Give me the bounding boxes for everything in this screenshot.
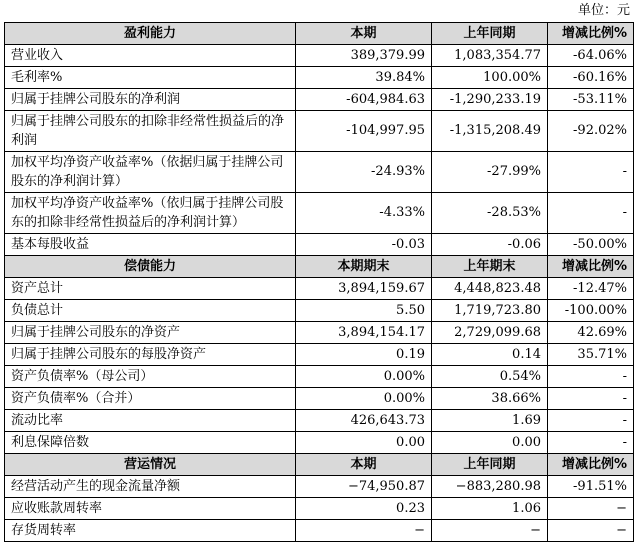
change-ratio: − bbox=[548, 520, 634, 542]
table-row bbox=[5, 278, 634, 300]
current-value: -104,997.95 bbox=[296, 111, 432, 152]
section-header-solvency bbox=[5, 256, 634, 278]
change-ratio: -91.51% bbox=[548, 476, 634, 498]
prior-value: −883,280.98 bbox=[432, 476, 548, 498]
prior-value: 0.54% bbox=[432, 366, 548, 388]
prior-value: -0.06 bbox=[432, 234, 548, 256]
header-cell: 增减比例% bbox=[548, 23, 634, 45]
table-row bbox=[5, 388, 634, 410]
current-value: 0.19 bbox=[296, 344, 432, 366]
current-value: 0.00% bbox=[296, 366, 432, 388]
header-cell: 偿债能力 bbox=[5, 256, 296, 278]
table-row bbox=[5, 193, 634, 234]
current-value: 0.23 bbox=[296, 498, 432, 520]
row-label: 经营活动产生的现金流量净额 bbox=[5, 476, 296, 498]
header-cell: 本期 bbox=[296, 23, 432, 45]
table-row bbox=[5, 89, 634, 111]
row-label: 毛利率% bbox=[5, 67, 296, 89]
section-header-profitability bbox=[5, 23, 634, 45]
table-row bbox=[5, 322, 634, 344]
prior-value: 0.00 bbox=[432, 432, 548, 454]
change-ratio: -50.00% bbox=[548, 234, 634, 256]
change-ratio: -100.00% bbox=[548, 300, 634, 322]
prior-value: 100.00% bbox=[432, 67, 548, 89]
table-row bbox=[5, 344, 634, 366]
row-label: 利息保障倍数 bbox=[5, 432, 296, 454]
table-row bbox=[5, 498, 634, 520]
current-value: 5.50 bbox=[296, 300, 432, 322]
header-cell: 上年期末 bbox=[432, 256, 548, 278]
row-label: 营业收入 bbox=[5, 45, 296, 67]
section-header-operations bbox=[5, 454, 634, 476]
row-label: 加权平均净资产收益率%（依据归属于挂牌公司股东的净利润计算） bbox=[5, 152, 296, 193]
row-label: 归属于挂牌公司股东的净资产 bbox=[5, 322, 296, 344]
change-ratio: -92.02% bbox=[548, 111, 634, 152]
row-label: 应收账款周转率 bbox=[5, 498, 296, 520]
row-label: 资产总计 bbox=[5, 278, 296, 300]
table-row bbox=[5, 520, 634, 542]
table-row bbox=[5, 67, 634, 89]
change-ratio: 35.71% bbox=[548, 344, 634, 366]
change-ratio: -12.47% bbox=[548, 278, 634, 300]
prior-value: -1,290,233.19 bbox=[432, 89, 548, 111]
table-row bbox=[5, 111, 634, 152]
prior-value: 0.14 bbox=[432, 344, 548, 366]
row-label: 资产负债率%（母公司） bbox=[5, 366, 296, 388]
prior-value: -27.99% bbox=[432, 152, 548, 193]
prior-value: -28.53% bbox=[432, 193, 548, 234]
current-value: 3,894,159.67 bbox=[296, 278, 432, 300]
prior-value: 4,448,823.48 bbox=[432, 278, 548, 300]
table-row bbox=[5, 234, 634, 256]
change-ratio: - bbox=[548, 193, 634, 234]
prior-value: 2,729,099.68 bbox=[432, 322, 548, 344]
prior-value: 38.66% bbox=[432, 388, 548, 410]
row-label: 流动比率 bbox=[5, 410, 296, 432]
prior-value: 1.69 bbox=[432, 410, 548, 432]
change-ratio: -53.11% bbox=[548, 89, 634, 111]
row-label: 加权平均净资产收益率%（依归属于挂牌公司股东的扣除非经常性损益后的净利润计算） bbox=[5, 193, 296, 234]
change-ratio: - bbox=[548, 366, 634, 388]
current-value: -604,984.63 bbox=[296, 89, 432, 111]
current-value: -0.03 bbox=[296, 234, 432, 256]
header-cell: 增减比例% bbox=[548, 454, 634, 476]
header-cell: 上年同期 bbox=[432, 23, 548, 45]
header-cell: 盈利能力 bbox=[5, 23, 296, 45]
header-cell: 上年同期 bbox=[432, 454, 548, 476]
header-cell: 营运情况 bbox=[5, 454, 296, 476]
prior-value: − bbox=[432, 520, 548, 542]
header-cell: 本期 bbox=[296, 454, 432, 476]
financial-indicators-table bbox=[4, 22, 634, 542]
change-ratio: -60.16% bbox=[548, 67, 634, 89]
current-value: −74,950.87 bbox=[296, 476, 432, 498]
row-label: 归属于挂牌公司股东的净利润 bbox=[5, 89, 296, 111]
row-label: 归属于挂牌公司股东的扣除非经常性损益后的净利润 bbox=[5, 111, 296, 152]
current-value: -24.93% bbox=[296, 152, 432, 193]
table-row bbox=[5, 432, 634, 454]
current-value: 3,894,154.17 bbox=[296, 322, 432, 344]
table-row bbox=[5, 476, 634, 498]
current-value: -4.33% bbox=[296, 193, 432, 234]
header-cell: 本期期末 bbox=[296, 256, 432, 278]
table-row bbox=[5, 45, 634, 67]
row-label: 资产负债率%（合并） bbox=[5, 388, 296, 410]
change-ratio: - bbox=[548, 388, 634, 410]
row-label: 基本每股收益 bbox=[5, 234, 296, 256]
current-value: 389,379.99 bbox=[296, 45, 432, 67]
current-value: 0.00 bbox=[296, 432, 432, 454]
row-label: 存货周转率 bbox=[5, 520, 296, 542]
prior-value: -1,315,208.49 bbox=[432, 111, 548, 152]
current-value: − bbox=[296, 520, 432, 542]
change-ratio: - bbox=[548, 152, 634, 193]
table-row bbox=[5, 366, 634, 388]
change-ratio: -64.06% bbox=[548, 45, 634, 67]
table-row bbox=[5, 410, 634, 432]
header-cell: 增减比例% bbox=[548, 256, 634, 278]
unit-label: 单位：元 bbox=[577, 3, 630, 18]
table-row bbox=[5, 152, 634, 193]
current-value: 39.84% bbox=[296, 67, 432, 89]
change-ratio: - bbox=[548, 410, 634, 432]
prior-value: 1,719,723.80 bbox=[432, 300, 548, 322]
change-ratio: 42.69% bbox=[548, 322, 634, 344]
change-ratio: − bbox=[548, 498, 634, 520]
change-ratio: - bbox=[548, 432, 634, 454]
prior-value: 1.06 bbox=[432, 498, 548, 520]
current-value: 0.00% bbox=[296, 388, 432, 410]
row-label: 归属于挂牌公司股东的每股净资产 bbox=[5, 344, 296, 366]
row-label: 负债总计 bbox=[5, 300, 296, 322]
table-row bbox=[5, 300, 634, 322]
prior-value: 1,083,354.77 bbox=[432, 45, 548, 67]
current-value: 426,643.73 bbox=[296, 410, 432, 432]
